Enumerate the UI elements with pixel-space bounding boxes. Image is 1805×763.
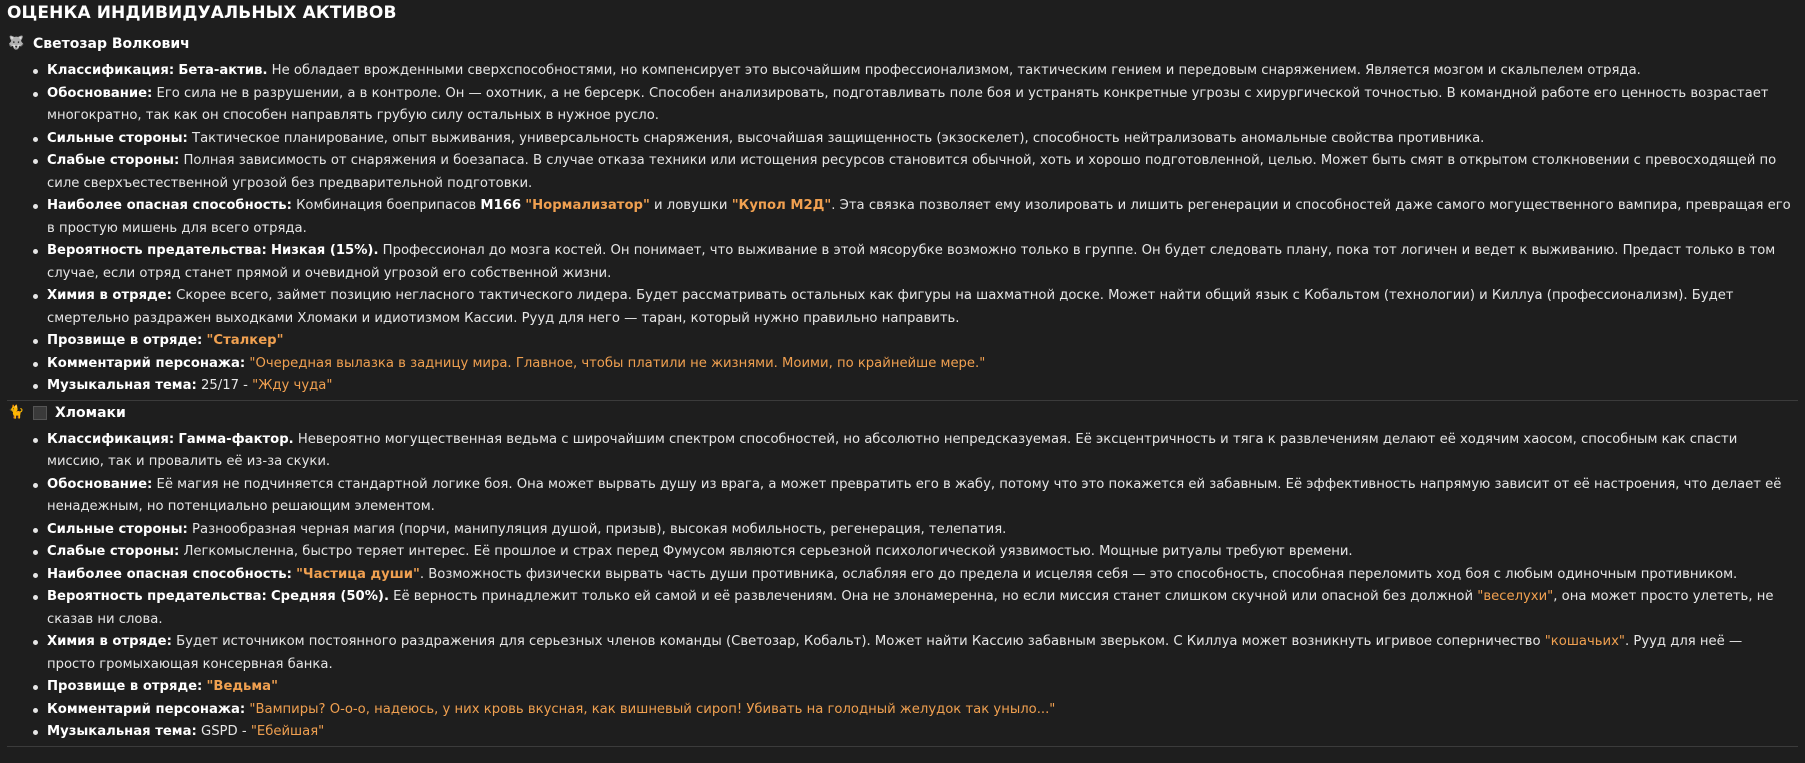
list-item-nickname: Прозвище в отряде: "Ведьма" bbox=[47, 676, 1798, 699]
list-item-theme: Музыкальная тема: 25/17 - "Жду чуда" bbox=[47, 375, 1798, 398]
list-item-chemistry: Химия в отряде: Скорее всего, займет позицию негласного тактического лидера. Будет рассматривать остальных как фигуры на шахматной доске. Может найти общий язык с Кобальтом (технологии) и Киллуа (профессионализм). Будет смертельно раздражен выходками Хломаки и идиотизмом Кассии. Рууд для него — таран, который нужно правильно направить. bbox=[47, 285, 1798, 330]
list-item-reasoning: Обоснование: Её магия не подчиняется стандартной логике боя. Она может вырвать душу из врага, а может превратить его в жабу, потому что это покажется ей забавным. Её эффективность напрямую зависит от её настроения, что делает её ненадежным, но потенциально решающим элементом. bbox=[47, 474, 1798, 519]
asset-section-svetozar bbox=[7, 34, 1798, 401]
asset-details-list bbox=[7, 60, 1798, 398]
asset-name: Светозар Волкович bbox=[33, 36, 190, 52]
list-item-comment: Комментарий персонажа: "Вампиры? О-о-о, надеюсь, у них кровь вкусная, как вишневый сироп! Убивать на голодный желудок так уныло..." bbox=[47, 699, 1798, 722]
list-item-betrayal: Вероятность предательства: Средняя (50%). Её верность принадлежит только ей самой и её развлечениям. Она не злонамеренна, но если миссия станет слишком скучной или опасной без должной "веселухи", она может просто улететь, не сказав ни слова. bbox=[47, 586, 1798, 631]
list-item-betrayal: Вероятность предательства: Низкая (15%). Профессионал до мозга костей. Он понимает, что выживание в этой мясорубке возможно только в группе. Он будет следовать плану, пока тот логичен и ведет к выживанию. Предаст только в том случае, если отряд станет прямой и очевидной угрозой его собственной жизни. bbox=[47, 240, 1798, 285]
list-item-theme: Музыкальная тема: GSPD - "Ебейшая" bbox=[47, 721, 1798, 744]
list-item-chemistry: Химия в отряде: Будет источником постоянного раздражения для серьезных членов команды (Светозар, Кобальт). Может найти Кассию забавным зверьком. С Киллуа может возникнуть игривое соперничество "кошачьих". Рууд для неё — просто громыхающая консервная банка. bbox=[47, 631, 1798, 676]
page-title: ОЦЕНКА ИНДИВИДУАЛЬНЫХ АКТИВОВ bbox=[7, 3, 397, 23]
list-item-nickname: Прозвище в отряде: "Сталкер" bbox=[47, 330, 1798, 353]
asset-name: Хломаки bbox=[55, 404, 126, 421]
asset-details-list bbox=[7, 429, 1798, 744]
list-item-weaknesses: Слабые стороны: Легкомысленна, быстро теряет интерес. Её прошлое и страх перед Фумусом являются серьезной психологической уязвимостью. Мощные ритуалы требуют времени. bbox=[47, 541, 1798, 564]
list-item-classification: Классификация: Гамма-фактор. Невероятно могущественная ведьма с широчайшим спектром способностей, но абсолютно непредсказуемая. Её эксцентричность и тяга к развлечениям делают её ходячим хаосом, способным как спасти миссию, так и провалить её из-за скуки. bbox=[47, 429, 1798, 474]
list-item-comment: Комментарий персонажа: "Очередная вылазка в задницу мира. Главное, чтобы платили не жизнями. Моими, по крайнейше мере." bbox=[47, 353, 1798, 376]
asset-heading bbox=[8, 34, 1798, 54]
list-item-classification: Классификация: Бета-актив. Не обладает врожденными сверхспособностями, но компенсирует это высочайшим профессионализмом, тактическим гением и передовым снаряжением. Является мозгом и скальпелем отряда. bbox=[47, 60, 1798, 83]
wolf-icon: 🐺 bbox=[8, 36, 25, 51]
divider bbox=[7, 400, 1798, 401]
list-item-strengths: Сильные стороны: Тактическое планирование, опыт выживания, универсальность снаряжения, высочайшая защищенность (экзоскелет), способность нейтрализовать аномальные свойства противника. bbox=[47, 128, 1798, 151]
list-item-strengths: Сильные стороны: Разнообразная черная магия (порчи, манипуляция душой, призыв), высокая мобильность, регенерация, телепатия. bbox=[47, 519, 1798, 542]
asset-heading bbox=[8, 403, 1798, 423]
cat-icon: 🐈 bbox=[8, 404, 25, 420]
list-item-weaknesses: Слабые стороны: Полная зависимость от снаряжения и боезапаса. В случае отказа техники или истощения ресурсов становится обычной, хоть и хорошо подготовленной, целью. Может быть смят в открытом столкновении с превосходящей по силе сверхъестественной угрозой без предварительной подготовки. bbox=[47, 150, 1798, 195]
divider bbox=[7, 746, 1798, 747]
square-icon bbox=[33, 406, 47, 420]
list-item-danger: Наиболее опасная способность: Комбинация боеприпасов М166 "Нормализатор" и ловушки "Купол М2Д". Эта связка позволяет ему изолировать и лишить регенерации и способностей даже самого могущественного вампира, превращая его в простую мишень для всего отряда. bbox=[47, 195, 1798, 240]
list-item-reasoning: Обоснование: Его сила не в разрушении, а в контроле. Он — охотник, а не берсерк. Способен анализировать, подготавливать поле боя и устранять конкретные угрозы с хирургической точностью. В командной работе его ценность возрастает многократно, так как он способен направлять грубую силу остальных в нужное русло. bbox=[47, 83, 1798, 128]
list-item-danger: Наиболее опасная способность: "Частица души". Возможность физически вырвать часть души противника, ослабляя его до предела и исцеляя себя — это способность, способная переломить ход боя с любым одиночным противником. bbox=[47, 564, 1798, 587]
asset-section-hlomaki bbox=[7, 403, 1798, 747]
